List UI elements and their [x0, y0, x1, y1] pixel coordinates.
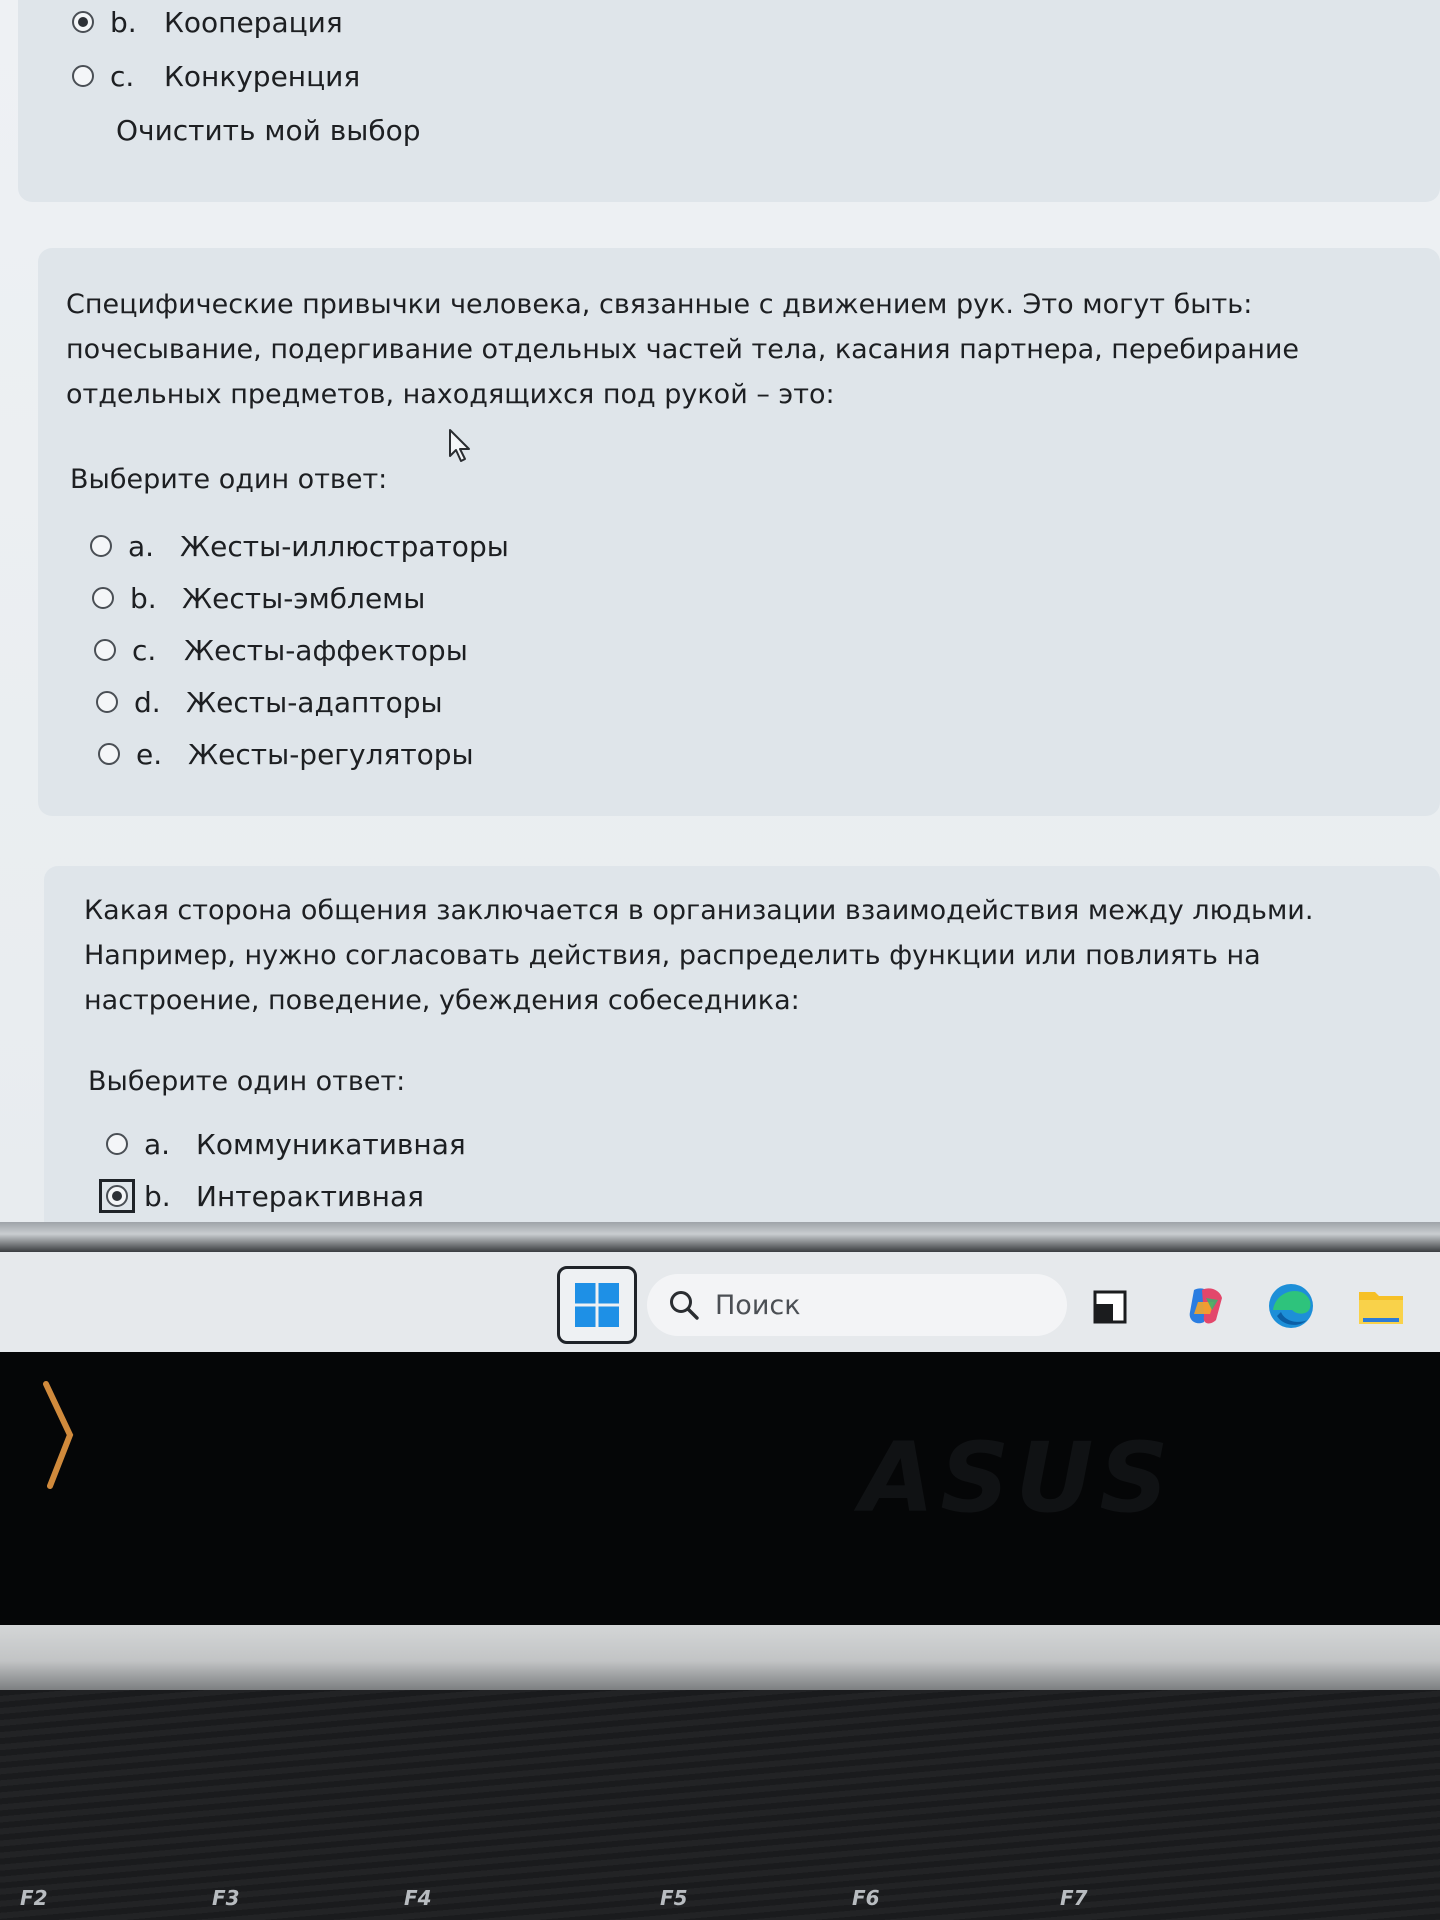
option-letter: b. [110, 5, 137, 39]
q3-option-b[interactable] [106, 1174, 424, 1218]
q3-option-a[interactable] [106, 1122, 466, 1166]
option-label: Коммуникативная [196, 1127, 466, 1161]
fkey-label: F3 [212, 1886, 240, 1910]
option-label: Жесты-эмблемы [182, 581, 426, 615]
screen-edge [0, 1222, 1440, 1252]
q1-option-c[interactable] [72, 54, 360, 98]
option-label: Конкуренция [164, 59, 361, 93]
fkey-label: F7 [1060, 1886, 1088, 1910]
file-explorer-icon[interactable] [1355, 1280, 1407, 1332]
copilot-icon[interactable] [1180, 1280, 1232, 1332]
fkey-label: F6 [852, 1886, 880, 1910]
question-3-text [84, 888, 1434, 1023]
q2-option-a[interactable] [90, 524, 509, 568]
radio-icon[interactable] [92, 587, 114, 609]
focus-ring [99, 1179, 135, 1213]
search-input[interactable] [713, 1289, 1037, 1322]
radio-icon[interactable] [72, 65, 94, 87]
fkey-label: F4 [404, 1886, 432, 1910]
option-letter: b. [144, 1179, 171, 1213]
option-label: Интерактивная [196, 1179, 424, 1213]
question-line: отдельных предметов, находящихся под рукой – это: [66, 379, 835, 410]
option-label: Кооперация [164, 5, 343, 39]
mouse-cursor-icon [448, 428, 474, 464]
question-line: настроение, поведение, убеждения собеседника: [84, 985, 800, 1016]
answer-prompt: Выберите один ответ: [88, 1066, 406, 1097]
question-line: Например, нужно согласовать действия, распределить функции или повлиять на [84, 940, 1261, 971]
windows-start-icon [575, 1283, 619, 1327]
taskbar-search[interactable] [647, 1274, 1067, 1336]
option-label: Жесты-аффекторы [184, 633, 468, 667]
option-label: Жесты-иллюстраторы [180, 529, 509, 563]
radio-selected-icon[interactable] [72, 11, 94, 33]
answer-prompt: Выберите один ответ: [70, 464, 388, 495]
q2-option-c[interactable] [94, 628, 468, 672]
question-2-text [66, 282, 1426, 417]
q2-option-d[interactable] [96, 680, 443, 724]
search-icon [667, 1288, 701, 1322]
option-label: Жесты-адапторы [186, 685, 443, 719]
power-led-icon [40, 1380, 80, 1490]
question-line: Специфические привычки человека, связанные с движением рук. Это могут быть: [66, 289, 1253, 320]
option-letter: c. [110, 59, 135, 93]
option-letter: c. [132, 633, 157, 667]
taskbar [0, 1252, 1440, 1352]
task-view-icon[interactable] [1085, 1280, 1137, 1332]
question-line: Какая сторона общения заключается в организации взаимодействия между людьми. [84, 895, 1314, 926]
radio-icon[interactable] [94, 639, 116, 661]
question-line: почесывание, подергивание отдельных частей тела, касания партнера, перебирание [66, 334, 1300, 365]
laptop-hinge [0, 1625, 1440, 1690]
start-button[interactable] [557, 1266, 637, 1344]
q2-option-b[interactable] [92, 576, 425, 620]
option-label: Жесты-регуляторы [188, 737, 474, 771]
option-letter: d. [134, 685, 161, 719]
radio-icon[interactable] [96, 691, 118, 713]
option-letter: e. [136, 737, 163, 771]
clear-choice-link[interactable]: Очистить мой выбор [116, 114, 421, 147]
laptop-brand-logo: ASUS [860, 1422, 1175, 1534]
function-key-row [0, 1880, 1440, 1920]
edge-icon[interactable] [1265, 1280, 1317, 1332]
radio-icon[interactable] [98, 743, 120, 765]
q1-option-b[interactable] [72, 0, 343, 44]
radio-icon[interactable] [90, 535, 112, 557]
radio-selected-icon[interactable] [106, 1185, 128, 1207]
q2-option-e[interactable] [98, 732, 474, 776]
option-letter: b. [130, 581, 157, 615]
fkey-label: F5 [660, 1886, 688, 1910]
option-letter: a. [144, 1127, 171, 1161]
laptop-bezel [0, 1352, 1440, 1625]
radio-icon[interactable] [106, 1133, 128, 1155]
option-letter: a. [128, 529, 155, 563]
fkey-label: F2 [20, 1886, 48, 1910]
